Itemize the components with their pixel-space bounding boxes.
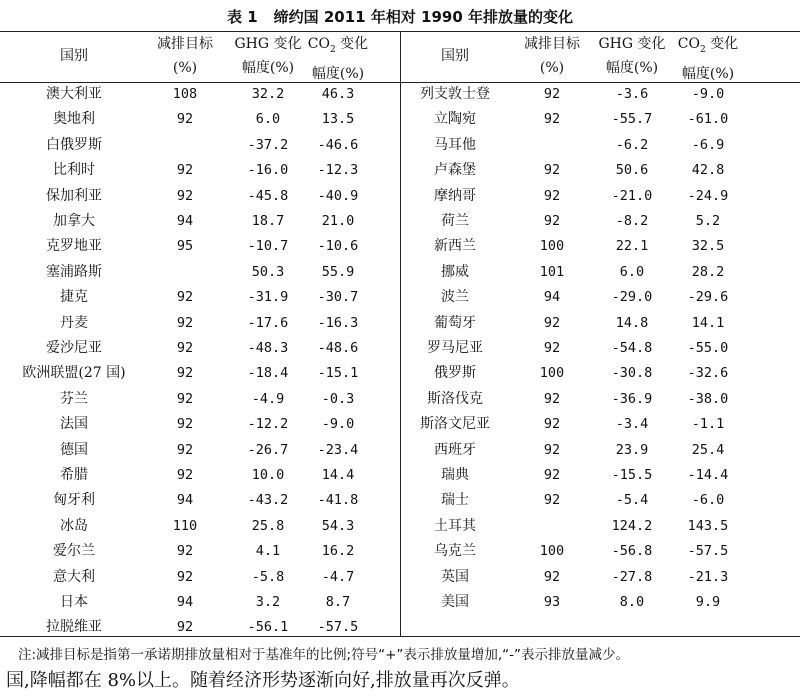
cell-ghg: -54.8: [611, 340, 653, 356]
cell-target: 94: [176, 213, 194, 229]
cell-ghg: -37.2: [247, 136, 289, 153]
cell-target: 110: [172, 517, 198, 534]
cell-co2: -16.3: [317, 314, 359, 331]
cell-ghg: -3.4: [615, 416, 649, 433]
cell-country: 英国: [441, 568, 469, 585]
cell-ghg: -18.4: [247, 365, 289, 382]
cell-co2: 46.3: [321, 86, 355, 102]
cell-target: 101: [539, 263, 565, 280]
cell-target: 92: [543, 340, 561, 356]
cell-country: 捷克: [60, 289, 88, 306]
cell-target: 92: [176, 543, 194, 560]
cell-co2: -9.0: [691, 86, 725, 102]
cell-target: 92: [176, 365, 194, 382]
cell-co2: 28.2: [691, 263, 725, 280]
cell-target: 92: [176, 441, 194, 458]
cell-country: 荷兰: [441, 213, 469, 229]
cell-ghg: 23.9: [615, 441, 649, 458]
table-row: [0, 184, 800, 209]
cell-country: 瑞典: [441, 467, 469, 483]
cell-target: 95: [176, 238, 194, 255]
table-row: [0, 615, 800, 640]
cell-target: 94: [543, 289, 561, 306]
cell-co2: 25.4: [691, 441, 725, 458]
cell-country: 比利时: [53, 162, 95, 179]
cell-country: 希腊: [60, 467, 88, 483]
cell-country: 罗马尼亚: [427, 340, 483, 356]
cell-co2: -32.6: [687, 365, 729, 382]
cell-ghg: -29.0: [611, 289, 653, 306]
caption-label: 表 1: [226, 8, 258, 26]
header-country: 国别: [441, 48, 469, 64]
cell-ghg: 124.2: [611, 517, 653, 534]
body-paragraph: 国,降幅都在 8%以上。随着经济形势逐渐向好,排放量再次反弹。: [6, 670, 520, 691]
cell-country: 芬兰: [60, 390, 88, 407]
cell-co2: 14.4: [321, 467, 355, 483]
cell-ghg: -3.6: [615, 86, 649, 102]
header-target: 减排目标 (%): [157, 36, 213, 76]
cell-target: 92: [543, 162, 561, 179]
table-row: [0, 539, 800, 564]
table-row: [0, 107, 800, 132]
cell-target: [512, 514, 592, 539]
cell-country: 德国: [60, 441, 88, 458]
cell-ghg: 4.1: [255, 543, 281, 560]
cell-co2: -23.4: [317, 441, 359, 458]
table-row: [0, 311, 800, 336]
table-row: [0, 158, 800, 183]
header-target: 减排目标 (%): [524, 36, 580, 76]
table-row: [0, 209, 800, 234]
cell-ghg: -31.9: [247, 289, 289, 306]
header-ghg: GHG 变化 幅度(%): [234, 36, 302, 76]
cell-target: 92: [176, 467, 194, 483]
cell-co2: 54.3: [321, 517, 355, 534]
table-row: [0, 488, 800, 513]
cell-target: 92: [176, 340, 194, 356]
cell-ghg: 18.7: [251, 213, 285, 229]
cell-co2: -40.9: [317, 187, 359, 204]
cell-target: 92: [176, 568, 194, 585]
cell-co2: 55.9: [321, 263, 355, 280]
cell-country: 挪威: [441, 263, 469, 280]
cell-ghg: -4.9: [251, 390, 285, 407]
cell-co2: -6.9: [691, 136, 725, 153]
cell-ghg: -6.2: [615, 136, 649, 153]
cell-country: 土耳其: [434, 517, 476, 534]
cell-co2: -9.0: [321, 416, 355, 433]
cell-country: 斯洛文尼亚: [420, 416, 490, 433]
header-ghg: GHG 变化 幅度(%): [598, 36, 666, 76]
cell-ghg: -8.2: [615, 213, 649, 229]
cell-ghg: 25.8: [251, 517, 285, 534]
cell-co2: -14.4: [687, 467, 729, 483]
cell-target: 92: [176, 162, 194, 179]
cell-country: 匈牙利: [53, 492, 95, 509]
cell-ghg: 22.1: [615, 238, 649, 255]
cell-target: 92: [176, 289, 194, 306]
cell-target: 94: [176, 594, 194, 610]
cell-ghg: -17.6: [247, 314, 289, 331]
cell-co2: -21.3: [687, 568, 729, 585]
cell-co2: -57.5: [317, 619, 359, 636]
cell-target: 92: [176, 619, 194, 636]
cell-country: 奥地利: [53, 111, 95, 128]
cell-ghg: 3.2: [255, 594, 281, 610]
cell-country: 欧洲联盟(27 国): [22, 365, 126, 382]
cell-country: 葡萄牙: [434, 314, 476, 331]
cell-ghg: -27.8: [611, 568, 653, 585]
cell-target: 92: [176, 187, 194, 204]
cell-co2: 21.0: [321, 213, 355, 229]
cell-co2: 13.5: [321, 111, 355, 128]
cell-country: 列支敦士登: [420, 86, 490, 102]
cell-co2: 143.5: [687, 517, 729, 534]
cell-co2: -57.5: [687, 543, 729, 560]
table-row: [0, 361, 800, 386]
cell-ghg: -15.5: [611, 467, 653, 483]
cell-target: 92: [543, 213, 561, 229]
cell-ghg: 10.0: [251, 467, 285, 483]
cell-co2: -15.1: [317, 365, 359, 382]
cell-ghg: 6.0: [255, 111, 281, 128]
cell-ghg: 50.6: [615, 162, 649, 179]
cell-ghg: -16.0: [247, 162, 289, 179]
cell-target: 92: [543, 390, 561, 407]
cell-ghg: -45.8: [247, 187, 289, 204]
cell-co2: -1.1: [691, 416, 725, 433]
cell-target: 92: [176, 390, 194, 407]
table-row: [0, 260, 800, 285]
cell-ghg: -26.7: [247, 441, 289, 458]
cell-target: 93: [543, 594, 561, 610]
cell-co2: -29.6: [687, 289, 729, 306]
table-note: 注:减排目标是指第一承诺期排放量相对于基准年的比例;符号“+”表示排放量增加,“-”表示排放量减少。: [18, 647, 630, 663]
table-row: [0, 133, 800, 158]
cell-country: 马耳他: [434, 136, 476, 153]
cell-target: 92: [176, 314, 194, 331]
cell-co2: 9.9: [695, 594, 721, 610]
cell-country: 克罗地亚: [46, 238, 102, 255]
cell-co2: -46.6: [317, 136, 359, 153]
cell-ghg: 8.0: [619, 594, 645, 610]
header-country: 国别: [60, 48, 88, 64]
cell-country: 乌克兰: [434, 543, 476, 560]
table-row: [0, 565, 800, 590]
cell-target: 92: [543, 187, 561, 204]
header-co2: $CO_2$ 变化 幅度(%): [677, 36, 739, 82]
cell-ghg: -36.9: [611, 390, 653, 407]
cell-country: 保加利亚: [46, 187, 102, 204]
cell-country: 塞浦路斯: [46, 263, 102, 280]
cell-country: 法国: [60, 416, 88, 433]
cell-country: 俄罗斯: [434, 365, 476, 382]
cell-co2: -55.0: [687, 340, 729, 356]
cell-country: 爱尔兰: [53, 543, 95, 560]
cell-country: 波兰: [441, 289, 469, 306]
cell-country: 意大利: [53, 568, 95, 585]
cell-co2: -48.6: [317, 340, 359, 356]
cell-country: 新西兰: [434, 238, 476, 255]
cell-country: 丹麦: [60, 314, 88, 331]
cell-target: 92: [543, 492, 561, 509]
cell-ghg: -56.8: [611, 543, 653, 560]
cell-target: 108: [172, 86, 198, 102]
cell-co2: -0.3: [321, 390, 355, 407]
cell-target: 92: [543, 441, 561, 458]
cell-country: 美国: [441, 594, 469, 610]
cell-ghg: 6.0: [619, 263, 645, 280]
cell-co2: 32.5: [691, 238, 725, 255]
cell-co2: -41.8: [317, 492, 359, 509]
table-row: [0, 463, 800, 488]
cell-country: 日本: [60, 594, 88, 610]
cell-country: 澳大利亚: [46, 86, 102, 102]
cell-ghg: -5.4: [615, 492, 649, 509]
cell-co2: -61.0: [687, 111, 729, 128]
cell-ghg: -48.3: [247, 340, 289, 356]
cell-target: 100: [539, 543, 565, 560]
cell-country: 斯洛伐克: [427, 390, 483, 407]
cell-target: 94: [176, 492, 194, 509]
cell-co2: -24.9: [687, 187, 729, 204]
cell-target: 92: [176, 416, 194, 433]
cell-ghg: -30.8: [611, 365, 653, 382]
cell-co2: 8.7: [325, 594, 351, 610]
cell-co2: 14.1: [691, 314, 725, 331]
cell-co2: -4.7: [321, 568, 355, 585]
table-row: [0, 336, 800, 361]
cell-target: 92: [543, 86, 561, 102]
cell-target: 92: [543, 568, 561, 585]
cell-ghg: -5.8: [251, 568, 285, 585]
cell-target: [512, 133, 592, 158]
cell-country: 卢森堡: [434, 162, 476, 179]
cell-co2: -6.0: [691, 492, 725, 509]
cell-target: 100: [539, 238, 565, 255]
cell-target: 92: [543, 314, 561, 331]
cell-ghg: -43.2: [247, 492, 289, 509]
right-header: [0, 32, 800, 82]
cell-co2: -38.0: [687, 390, 729, 407]
cell-target: 92: [543, 467, 561, 483]
cell-country: 西班牙: [434, 441, 476, 458]
cell-co2: -10.6: [317, 238, 359, 255]
table-row: [0, 285, 800, 310]
table-row: [0, 412, 800, 437]
cell-ghg: -55.7: [611, 111, 653, 128]
table-row: [0, 234, 800, 259]
table-caption: [0, 6, 800, 27]
cell-ghg: 32.2: [251, 86, 285, 102]
cell-co2: 16.2: [321, 543, 355, 560]
cell-country: 爱沙尼亚: [46, 340, 102, 356]
caption-text: 缔约国 2011 年相对 1990 年排放量的变化: [273, 8, 574, 26]
header-co2: $CO_2$ 变化 幅度(%): [307, 36, 369, 82]
cell-country: 立陶宛: [434, 111, 476, 128]
cell-target: 92: [543, 416, 561, 433]
cell-target: 92: [176, 111, 194, 128]
table-row: [0, 387, 800, 412]
cell-target: 100: [539, 365, 565, 382]
cell-co2: -30.7: [317, 289, 359, 306]
cell-country: 加拿大: [53, 213, 95, 229]
cell-co2: -12.3: [317, 162, 359, 179]
cell-ghg: -56.1: [247, 619, 289, 636]
cell-country: 白俄罗斯: [46, 136, 102, 153]
cell-ghg: -21.0: [611, 187, 653, 204]
cell-target: 92: [543, 111, 561, 128]
cell-country: 摩纳哥: [434, 187, 476, 204]
cell-country: 拉脱维亚: [46, 619, 102, 636]
cell-co2: 42.8: [691, 162, 725, 179]
cell-country: 冰岛: [60, 517, 88, 534]
table-row: [0, 514, 800, 539]
cell-ghg: -10.7: [247, 238, 289, 255]
cell-ghg: 50.3: [251, 263, 285, 280]
cell-country: 瑞士: [441, 492, 469, 509]
cell-co2: 5.2: [695, 213, 721, 229]
cell-ghg: -12.2: [247, 416, 289, 433]
table-row: [0, 82, 800, 107]
table-row: [0, 590, 800, 615]
cell-ghg: 14.8: [615, 314, 649, 331]
table-row: [0, 438, 800, 463]
